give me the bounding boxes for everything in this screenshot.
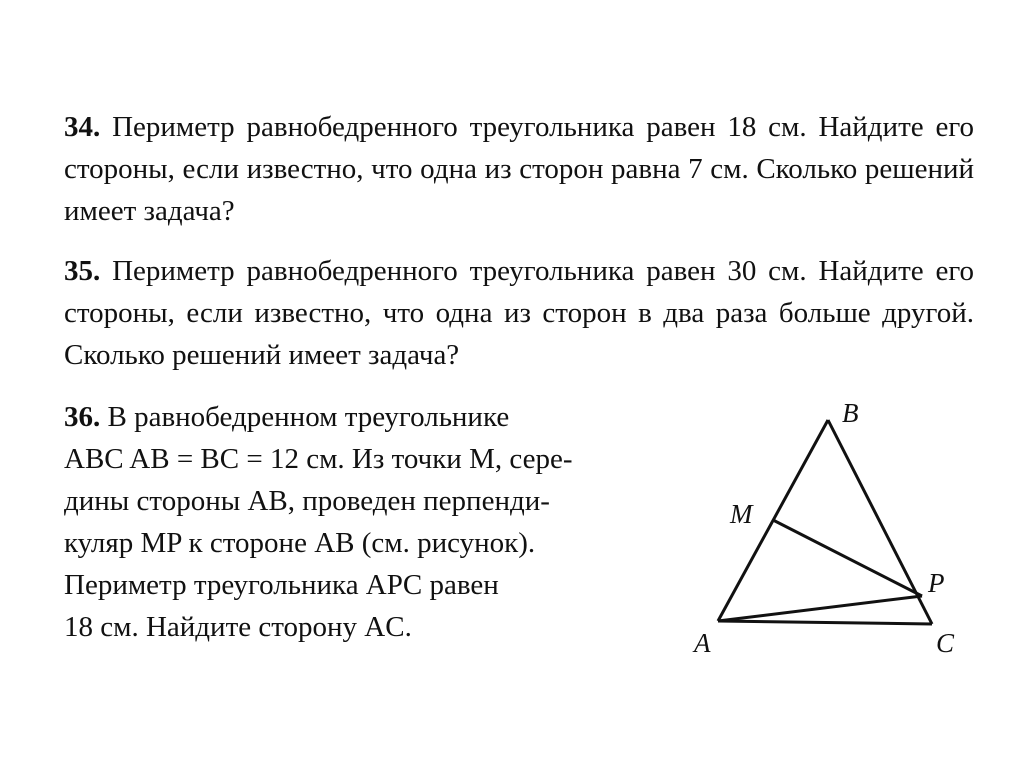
problem-36-line-4: куляр MP к стороне AB (см. рисунок). [64, 527, 536, 559]
problem-36-line-6: 18 см. Найдите сторону AC. [64, 611, 412, 643]
problem-35-paragraph [64, 250, 974, 376]
problem-34-paragraph [64, 106, 974, 232]
label-a: A [694, 628, 711, 658]
problem-36-line-5: Периметр треугольника APC равен [64, 569, 499, 601]
problem-34-number: 34. [64, 111, 101, 143]
label-p: P [928, 568, 945, 598]
label-m: M [730, 499, 753, 529]
problem-36 [64, 396, 684, 648]
triangle-figure [680, 390, 980, 670]
problem-36-line-3: дины стороны AB, проведен перпенди- [64, 485, 550, 517]
problem-34-text: Периметр равнобедренного треугольника равен 18 см. Найдите его стороны, если известно, что одна из сторон равна 7 см. Сколько решений имеет задача? [64, 111, 974, 227]
label-b: B [842, 398, 859, 428]
problem-35-number: 35. [64, 255, 101, 287]
problem-34 [64, 106, 974, 232]
label-c: C [936, 628, 955, 658]
problem-35 [64, 250, 974, 376]
side-ac [718, 621, 932, 624]
segment-ap [718, 596, 922, 621]
problem-36-line-1: 36. В равнобедренном треугольнике [64, 401, 510, 433]
problem-36-line-2: ABC AB = BC = 12 см. Из точки M, сере- [64, 443, 573, 475]
problem-36-number: 36. [64, 401, 101, 433]
problem-35-text: Периметр равнобедренного треугольника равен 30 см. Найдите его стороны, если известно, что одна из сторон в два раза больше другой. Сколько решений имеет задача? [64, 255, 974, 371]
